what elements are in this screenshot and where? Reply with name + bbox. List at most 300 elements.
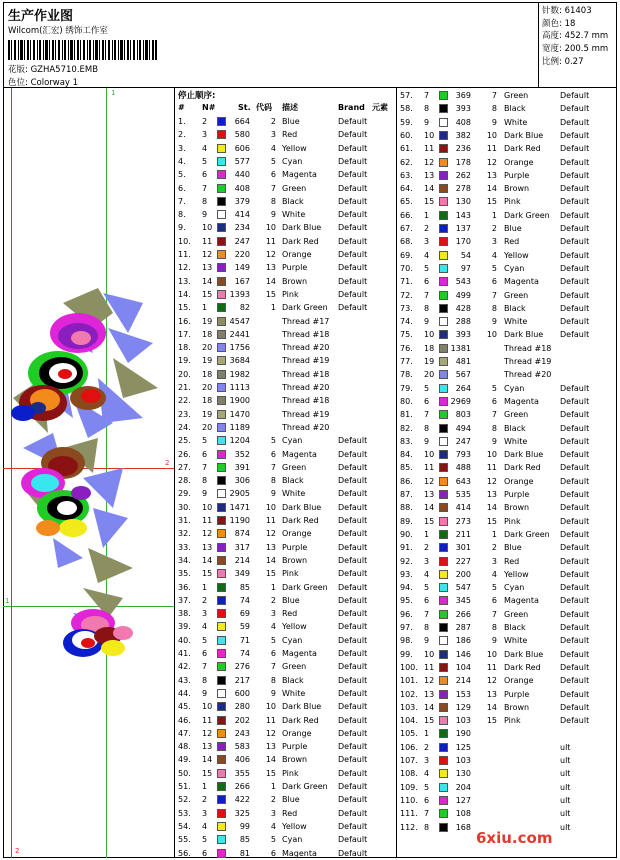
- row-code: 3: [270, 609, 276, 619]
- watermark: 6xiu.com: [476, 829, 553, 847]
- row-needle: 7: [202, 462, 208, 472]
- row-code: 4: [270, 821, 276, 831]
- row-number: 29.: [178, 489, 191, 499]
- row-stitches: 202: [234, 715, 250, 725]
- row-code: 2: [270, 595, 276, 605]
- row-stitches: 4547: [229, 316, 250, 326]
- row-stitches: 108: [455, 809, 471, 819]
- row-number: 92.: [400, 556, 413, 566]
- row-code: 10: [265, 502, 276, 512]
- table-row: [175, 753, 396, 766]
- row-needle: 4: [202, 622, 208, 632]
- color-swatch: [217, 343, 226, 352]
- row-desc: Thread #20: [504, 370, 552, 380]
- row-number: 77.: [400, 357, 413, 366]
- color-swatch: [439, 344, 448, 353]
- table-row: [175, 315, 396, 328]
- row-needle: 3: [424, 556, 430, 566]
- row-needle: 3: [202, 609, 208, 619]
- color-swatch: [217, 184, 226, 193]
- row-desc: Thread #17: [282, 316, 330, 326]
- row-stitches: 414: [455, 503, 471, 513]
- row-desc: Pink: [282, 289, 299, 299]
- row-code: 8: [491, 104, 497, 114]
- row-number: 19.: [178, 356, 191, 366]
- table-row: [175, 368, 396, 381]
- row-number: 51.: [178, 782, 191, 791]
- row-stitches: 664: [234, 117, 250, 126]
- row-needle: 15: [424, 716, 435, 726]
- row-desc: Green: [504, 290, 529, 300]
- row-number: 89.: [400, 516, 413, 526]
- row-needle: 19: [202, 356, 213, 366]
- row-number: 23.: [178, 409, 191, 419]
- row-desc: Orange: [504, 476, 534, 486]
- color-swatch: [439, 823, 448, 832]
- row-needle: 2: [424, 224, 430, 233]
- row-number: 36.: [178, 582, 191, 592]
- table-row: [175, 288, 396, 301]
- row-code: 15: [486, 716, 497, 726]
- row-number: 102.: [400, 689, 418, 699]
- table-row: [397, 688, 617, 701]
- row-number: 49.: [178, 755, 191, 765]
- row-brand: Default: [338, 795, 368, 805]
- row-stitches: 1393: [229, 289, 250, 299]
- row-code: 4: [270, 622, 276, 632]
- row-number: 104.: [400, 716, 418, 726]
- table-row: [175, 381, 396, 394]
- row-number: 13.: [178, 276, 191, 286]
- row-brand: Default: [560, 396, 590, 406]
- row-brand: Default: [338, 130, 368, 140]
- row-desc: Dark Blue: [504, 649, 544, 659]
- row-stitches: 352: [234, 449, 250, 459]
- row-number: 33.: [178, 542, 191, 552]
- row-code: 6: [491, 396, 497, 406]
- row-stitches: 104: [455, 662, 471, 672]
- row-needle: 1: [424, 210, 430, 220]
- row-code: 1: [491, 529, 497, 539]
- table-row: [397, 368, 617, 381]
- row-stitches: 81: [239, 848, 250, 858]
- row-stitches: 1471: [229, 502, 250, 512]
- row-stitches: 481: [455, 357, 471, 366]
- row-desc: Red: [282, 609, 298, 619]
- table-row: [175, 700, 396, 713]
- row-code: 8: [491, 623, 497, 632]
- design-scale: 比例: 0.27: [542, 56, 584, 67]
- row-needle: 1: [202, 582, 208, 592]
- color-swatch: [217, 290, 226, 299]
- row-code: 8: [270, 476, 276, 486]
- row-needle: 7: [424, 809, 430, 819]
- row-brand: Default: [560, 330, 590, 340]
- color-swatch: [439, 450, 448, 459]
- color-swatch: [439, 490, 448, 499]
- row-code: 3: [491, 237, 497, 247]
- row-needle: 2: [202, 795, 208, 805]
- list-header-row: [175, 101, 396, 114]
- table-row: [175, 168, 396, 181]
- table-row: [175, 660, 396, 673]
- row-needle: 12: [202, 250, 213, 259]
- table-row: [175, 807, 396, 820]
- color-swatch: [217, 370, 226, 379]
- row-code: 7: [270, 462, 276, 472]
- color-swatch: [439, 596, 448, 605]
- row-brand: Default: [560, 144, 590, 154]
- row-number: 95.: [400, 596, 413, 606]
- row-needle: 5: [424, 782, 430, 792]
- row-brand: Default: [338, 595, 368, 605]
- row-desc: Cyan: [282, 156, 303, 166]
- table-row: [397, 701, 617, 714]
- color-swatch: [439, 410, 448, 419]
- row-desc: Yellow: [282, 143, 307, 153]
- color-swatch: [217, 529, 226, 538]
- color-swatch: [217, 795, 226, 804]
- table-row: [397, 674, 617, 687]
- color-swatch: [439, 357, 448, 366]
- row-desc: Red: [504, 556, 520, 566]
- row-brand: Default: [338, 529, 368, 539]
- row-desc: Thread #18: [282, 396, 330, 406]
- color-swatch: [439, 224, 448, 233]
- table-row: [397, 129, 617, 142]
- table-row: [175, 275, 396, 288]
- row-code: 9: [270, 688, 276, 698]
- table-row: [175, 421, 396, 434]
- row-number: 81.: [400, 410, 413, 420]
- row-desc: Pink: [504, 516, 521, 526]
- row-number: 100.: [400, 662, 418, 672]
- row-stitches: 278: [455, 184, 471, 194]
- row-number: 41.: [178, 649, 191, 658]
- row-stitches: 97: [460, 263, 471, 273]
- color-swatch: [439, 557, 448, 566]
- row-code: 6: [270, 449, 276, 459]
- color-swatch: [217, 423, 226, 432]
- table-row: [175, 620, 396, 633]
- row-code: 13: [265, 542, 276, 552]
- row-desc: Purple: [282, 542, 308, 552]
- row-number: 6.: [178, 183, 186, 193]
- row-number: 111.: [400, 809, 418, 819]
- color-swatch: [439, 304, 448, 313]
- color-swatch: [439, 703, 448, 712]
- table-row: [175, 354, 396, 367]
- row-brand: Default: [338, 196, 368, 206]
- row-brand: Default: [560, 303, 590, 313]
- row-number: 72.: [400, 290, 413, 300]
- color-swatch: [439, 211, 448, 220]
- row-code: 15: [265, 768, 276, 778]
- row-code: 3: [491, 556, 497, 566]
- row-code: 12: [265, 250, 276, 259]
- color-swatch: [217, 835, 226, 844]
- guide-label-mid: 2: [165, 459, 170, 467]
- row-desc: Black: [282, 196, 304, 206]
- row-desc: Dark Red: [282, 715, 319, 725]
- row-brand: Default: [560, 636, 590, 646]
- color-swatch: [439, 503, 448, 512]
- row-code: 7: [491, 410, 497, 420]
- row-code: 12: [486, 676, 497, 686]
- row-code: 4: [491, 569, 497, 579]
- row-needle: 6: [202, 649, 208, 658]
- row-stitches: 1900: [229, 396, 250, 406]
- row-stitches: 103: [455, 756, 471, 765]
- row-needle: 19: [424, 357, 435, 366]
- row-stitches: 220: [234, 250, 250, 259]
- table-row: [397, 249, 617, 262]
- row-code: 10: [486, 649, 497, 659]
- row-stitches: 127: [455, 795, 471, 805]
- row-brand: Default: [560, 224, 590, 233]
- row-code: 9: [491, 317, 497, 327]
- row-needle: 12: [424, 157, 435, 167]
- list-title: 停止顺序:: [178, 91, 216, 101]
- row-number: 47.: [178, 728, 191, 738]
- row-number: 101.: [400, 676, 418, 686]
- table-row: [397, 634, 617, 647]
- row-number: 58.: [400, 104, 413, 114]
- row-code: 4: [270, 143, 276, 153]
- row-needle: 6: [202, 449, 208, 459]
- row-desc: Brown: [282, 276, 308, 286]
- row-stitches: 243: [234, 728, 250, 738]
- table-row: [397, 475, 617, 488]
- row-code: 9: [491, 117, 497, 127]
- color-swatch: [217, 250, 226, 259]
- row-desc: Black: [504, 623, 526, 632]
- table-row: [397, 355, 617, 368]
- row-number: 83.: [400, 436, 413, 446]
- color-swatch: [439, 716, 448, 725]
- row-needle: 11: [202, 715, 213, 725]
- color-swatch: [439, 570, 448, 579]
- row-desc: Thread #19: [282, 356, 330, 366]
- row-needle: 14: [424, 503, 435, 513]
- row-code: 11: [265, 516, 276, 525]
- color-swatch: [439, 690, 448, 699]
- row-brand: ult: [560, 769, 571, 779]
- row-brand: Default: [338, 223, 368, 233]
- color-stop-list-1: [175, 88, 397, 858]
- row-stitches: 82: [239, 303, 250, 313]
- row-number: 2.: [178, 130, 186, 140]
- row-code: 7: [270, 183, 276, 193]
- color-stop-list-2: [397, 88, 617, 858]
- row-number: 74.: [400, 317, 413, 327]
- color-swatch: [217, 729, 226, 738]
- table-row: [397, 395, 617, 408]
- row-code: 9: [491, 636, 497, 646]
- row-stitches: 379: [234, 196, 250, 206]
- design-width: 宽度: 200.5 mm: [542, 44, 609, 55]
- row-desc: Blue: [282, 595, 300, 605]
- row-needle: 5: [424, 583, 430, 593]
- row-desc: Magenta: [282, 649, 317, 658]
- row-code: 13: [486, 689, 497, 699]
- row-needle: 8: [202, 476, 208, 486]
- color-swatch: [439, 277, 448, 286]
- row-code: 13: [265, 742, 276, 752]
- table-row: [397, 342, 617, 355]
- table-row: [397, 488, 617, 501]
- row-code: 8: [270, 196, 276, 206]
- color-swatch: [439, 384, 448, 393]
- table-row: [175, 155, 396, 168]
- table-row: [397, 781, 617, 794]
- table-row: [175, 182, 396, 195]
- color-swatch: [439, 477, 448, 486]
- row-stitches: 273: [455, 516, 471, 526]
- row-number: 110.: [400, 795, 418, 805]
- row-stitches: 247: [234, 236, 250, 246]
- row-stitches: 103: [455, 716, 471, 726]
- row-code: 7: [491, 290, 497, 300]
- color-swatch: [439, 809, 448, 818]
- row-code: 5: [491, 583, 497, 593]
- row-needle: 7: [202, 662, 208, 672]
- row-stitches: 355: [234, 768, 250, 778]
- row-code: 11: [265, 715, 276, 725]
- color-swatch: [439, 743, 448, 752]
- row-needle: 8: [202, 675, 208, 685]
- row-desc: Dark Red: [282, 236, 319, 246]
- row-needle: 2: [202, 595, 208, 605]
- row-stitches: 317: [234, 542, 250, 552]
- row-number: 108.: [400, 769, 418, 779]
- row-needle: 3: [202, 808, 208, 818]
- row-desc: Thread #20: [282, 343, 330, 353]
- row-desc: Cyan: [282, 635, 303, 645]
- row-code: 8: [491, 423, 497, 433]
- row-number: 24.: [178, 422, 191, 432]
- row-code: 5: [270, 635, 276, 645]
- col-stitches: St.: [238, 103, 251, 112]
- row-desc: Thread #19: [282, 409, 330, 419]
- row-brand: Default: [338, 768, 368, 778]
- color-swatch: [439, 530, 448, 539]
- color-swatch: [439, 144, 448, 153]
- row-desc: Orange: [504, 676, 534, 686]
- table-row: [175, 208, 396, 221]
- color-swatch: [439, 610, 448, 619]
- row-needle: 8: [424, 303, 430, 313]
- row-stitches: 408: [234, 183, 250, 193]
- row-code: 5: [491, 383, 497, 393]
- row-code: 9: [270, 489, 276, 499]
- row-number: 86.: [400, 476, 413, 486]
- row-number: 17.: [178, 329, 191, 339]
- row-code: 11: [486, 463, 497, 473]
- row-code: 14: [265, 555, 276, 565]
- row-code: 7: [491, 609, 497, 619]
- row-brand: Default: [338, 170, 368, 180]
- row-number: 44.: [178, 688, 191, 698]
- row-needle: 20: [202, 422, 213, 432]
- table-row: [397, 262, 617, 275]
- color-swatch: [217, 303, 226, 312]
- row-needle: 5: [424, 263, 430, 273]
- row-stitches: 69: [239, 609, 250, 619]
- row-stitches: 606: [234, 143, 250, 153]
- row-brand: Default: [560, 277, 590, 287]
- page-title: 生产作业图: [8, 9, 74, 24]
- row-needle: 5: [202, 436, 208, 446]
- row-code: 10: [486, 330, 497, 340]
- row-code: 6: [270, 848, 276, 858]
- color-swatch: [439, 543, 448, 552]
- company-name: Wilcom(汇宏) 绣饰工作室: [8, 26, 108, 36]
- row-needle: 8: [424, 104, 430, 114]
- design-preview: [3, 88, 175, 858]
- row-number: 69.: [400, 250, 413, 260]
- row-desc: Purple: [282, 742, 308, 752]
- row-desc: Green: [504, 410, 529, 420]
- row-number: 20.: [178, 369, 191, 379]
- row-code: 2: [270, 117, 276, 126]
- row-brand: Default: [338, 782, 368, 791]
- row-brand: Default: [338, 303, 368, 313]
- row-stitches: 1204: [229, 436, 250, 446]
- row-stitches: 325: [234, 808, 250, 818]
- table-row: [397, 661, 617, 674]
- color-swatch: [439, 158, 448, 167]
- row-needle: 10: [202, 702, 213, 712]
- color-swatch: [217, 569, 226, 578]
- color-swatch: [217, 649, 226, 658]
- row-stitches: 422: [234, 795, 250, 805]
- row-needle: 10: [424, 450, 435, 460]
- row-needle: 1: [424, 729, 430, 739]
- row-number: 8.: [178, 210, 186, 220]
- table-row: [397, 714, 617, 727]
- color-swatch: [439, 330, 448, 339]
- color-swatch: [217, 356, 226, 365]
- table-row: [175, 847, 396, 859]
- row-stitches: 149: [234, 263, 250, 273]
- color-swatch: [217, 436, 226, 445]
- row-needle: 14: [424, 184, 435, 194]
- row-number: 18.: [178, 343, 191, 353]
- color-swatch: [439, 171, 448, 180]
- row-number: 30.: [178, 502, 191, 512]
- row-stitches: 167: [234, 276, 250, 286]
- row-code: 12: [486, 157, 497, 167]
- row-brand: Default: [560, 569, 590, 579]
- table-row: [175, 833, 396, 846]
- row-code: 14: [486, 702, 497, 712]
- row-code: 7: [270, 662, 276, 672]
- table-row: [397, 102, 617, 115]
- row-needle: 3: [424, 756, 430, 765]
- row-needle: 6: [424, 596, 430, 606]
- row-brand: Default: [338, 516, 368, 525]
- color-swatch: [217, 809, 226, 818]
- color-swatch: [217, 277, 226, 286]
- color-swatch: [217, 596, 226, 605]
- row-brand: Default: [338, 436, 368, 446]
- color-swatch: [217, 210, 226, 219]
- color-swatch: [217, 543, 226, 552]
- row-brand: Default: [560, 702, 590, 712]
- row-stitches: 170: [455, 237, 471, 247]
- table-row: [397, 448, 617, 461]
